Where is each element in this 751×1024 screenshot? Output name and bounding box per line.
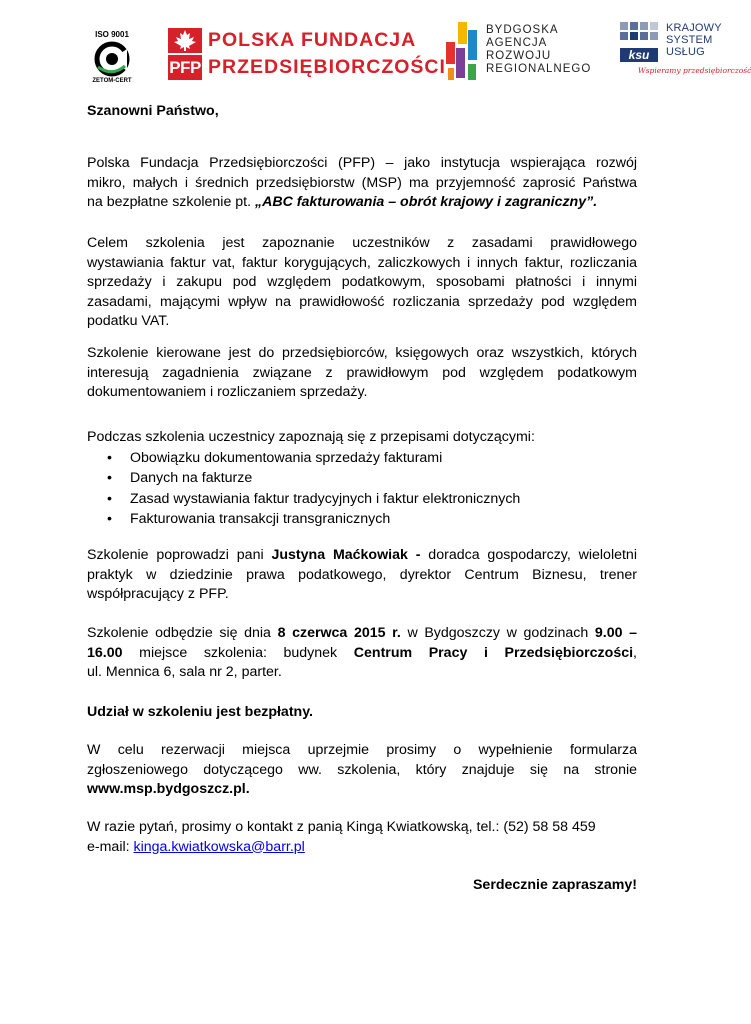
pfp-logo: [168, 28, 446, 82]
pfp-name-line2: PRZEDSIĘBIORCZOŚCI: [208, 56, 446, 78]
free-note: [87, 703, 637, 723]
schedule-paragraph: [87, 624, 637, 683]
ksu-line: USŁUG: [666, 46, 705, 58]
email-label: e-mail:: [87, 838, 134, 855]
bar-name: [486, 24, 591, 76]
closing: [87, 876, 637, 896]
list-item: • Danych na fakturze: [87, 468, 637, 489]
ksu-line: SYSTEM: [666, 34, 713, 46]
registration-paragraph: [87, 741, 637, 800]
ksu-slogan: Wspieramy przedsiębiorczość: [638, 66, 751, 75]
ksu-line: KRAJOWY: [666, 22, 722, 34]
text-fragment: ,: [633, 644, 637, 661]
audience-paragraph: [87, 344, 637, 403]
list-item: • Fakturowania transakcji transgranicznych: [87, 509, 637, 530]
ksu-logo: [618, 20, 751, 76]
text-line: podatku VAT.: [87, 313, 170, 330]
ksu-name: [666, 22, 722, 58]
iso-cert-name: ZETOM-CERT: [92, 78, 132, 84]
text-line: [87, 193, 637, 213]
text-fragment: doradca gospodarczy, wieloletni: [420, 547, 637, 563]
text-line: mikro, małych i średnich przedsiębiorstw (MSP) ma przyjemność zaprosić Państwa: [87, 174, 637, 191]
text-line: W celu rezerwacji miejsca uprzejmie prosimy o wypełnienie formularza: [87, 742, 637, 758]
free-note-text: Udział w szkoleniu jest bezpłatny.: [87, 704, 313, 720]
email-link[interactable]: kinga.kwiatkowska@barr.pl: [133, 838, 305, 855]
trainer-name: Justyna Maćkowiak -: [271, 547, 421, 563]
pfp-name-line1: POLSKA FUNDACJA: [208, 29, 417, 51]
trainer-paragraph: [87, 546, 637, 605]
registration-url[interactable]: www.msp.bydgoszcz.pl.: [87, 781, 250, 798]
text-fragment: w Bydgoszczy w godzinach: [400, 625, 595, 641]
bar-line: AGENCJA: [486, 37, 548, 49]
closing-text: Serdecznie zapraszamy!: [472, 877, 637, 893]
text-line: [87, 838, 637, 858]
training-time-start: 9.00 –: [594, 625, 637, 641]
goal-paragraph: [87, 234, 637, 332]
pfp-mark: PFP: [168, 55, 202, 80]
text-fragment: miejsce szkolenia: budynek: [122, 644, 354, 661]
text-line: współpracujący z PFP.: [87, 586, 229, 603]
training-title: „ABC fakturowania – obrót krajowy i zagraniczny”.: [255, 194, 598, 211]
venue-name: Centrum Pracy i Przedsiębiorczości: [353, 644, 634, 661]
maple-leaf-icon: [168, 28, 202, 53]
iso-title: ISO 9001: [95, 30, 129, 39]
text-line: praktyk w dziedzinie prawa podatkowego, dyrektor Centrum Biznesu, trener: [87, 566, 637, 583]
text-line: Celem szkolenia jest zapoznanie uczestników z zasadami prawidłowego: [87, 235, 637, 251]
text-line: [87, 644, 637, 664]
venue-address: ul. Mennica 6, sala nr 2, parter.: [87, 664, 282, 681]
text-line: sprzedaży i zakupu pod względem podatkowym, sposobami płatności i innymi: [87, 274, 637, 291]
iso-9001-logo: [84, 30, 140, 90]
bar-line: BYDGOSKA: [486, 24, 559, 36]
contact-paragraph: [87, 818, 637, 857]
text-line: dokumentowaniem i rozliczaniem sprzedaży.: [87, 384, 368, 401]
bar-line: REGIONALNEGO: [486, 63, 592, 75]
text-fragment: Szkolenie odbędzie się dnia: [87, 625, 278, 641]
ksu-grid-icon: [620, 22, 660, 48]
training-time-end: 16.00: [87, 644, 123, 661]
bar-line: ROZWOJU: [486, 50, 552, 62]
topics-section: [87, 428, 637, 530]
text-fragment: na bezpłatne szkolenie pt.: [87, 194, 255, 211]
topics-list: [87, 448, 637, 530]
text-line: W razie pytań, prosimy o kontakt z panią Kingą Kwiatkowską, tel.: (52) 58 58 459: [87, 819, 596, 835]
topics-intro: Podczas szkolenia uczestnicy zapoznają się z przepisami dotyczącymi:: [87, 429, 535, 445]
text-line: interesują zagadnienia związane z prawidłowym pod względem podatkowym: [87, 364, 637, 381]
intro-paragraph: [87, 154, 637, 213]
text-line: [87, 624, 637, 644]
salutation: [87, 102, 637, 122]
list-item: • Zasad wystawiania faktur tradycyjnych i faktur elektronicznych: [87, 489, 637, 510]
text-line: Szkolenie kierowane jest do przedsiębiorców, księgowych oraz wszystkich, których: [87, 345, 637, 361]
text-line: zgłoszeniowego dotyczącego ww. szkolenia, który znajduje się na stronie: [87, 761, 637, 778]
bar-emblem-icon: [444, 20, 484, 84]
text-line: zasadami, mającymi wpływ na prawidłowość rozliczania sprzedaży pod względem: [87, 293, 637, 310]
iso-cert-icon: [94, 41, 130, 77]
text-line: wystawiania faktur vat, faktur korygujących, zaliczkowych i innych faktur, rozliczania: [87, 254, 637, 271]
salutation-text: Szanowni Państwo,: [87, 103, 219, 119]
bar-logo: [444, 20, 594, 84]
text-fragment: Szkolenie poprowadzi pani: [87, 547, 272, 563]
list-item: • Obowiązku dokumentowania sprzedaży fakturami: [87, 448, 637, 469]
text-line: Polska Fundacja Przedsiębiorczości (PFP) – jako instytucja wspierająca rozwój: [87, 155, 637, 171]
text-line: [87, 546, 637, 566]
ksu-mark: ksu: [620, 48, 658, 62]
training-date: 8 czerwca 2015 r.: [277, 625, 401, 641]
